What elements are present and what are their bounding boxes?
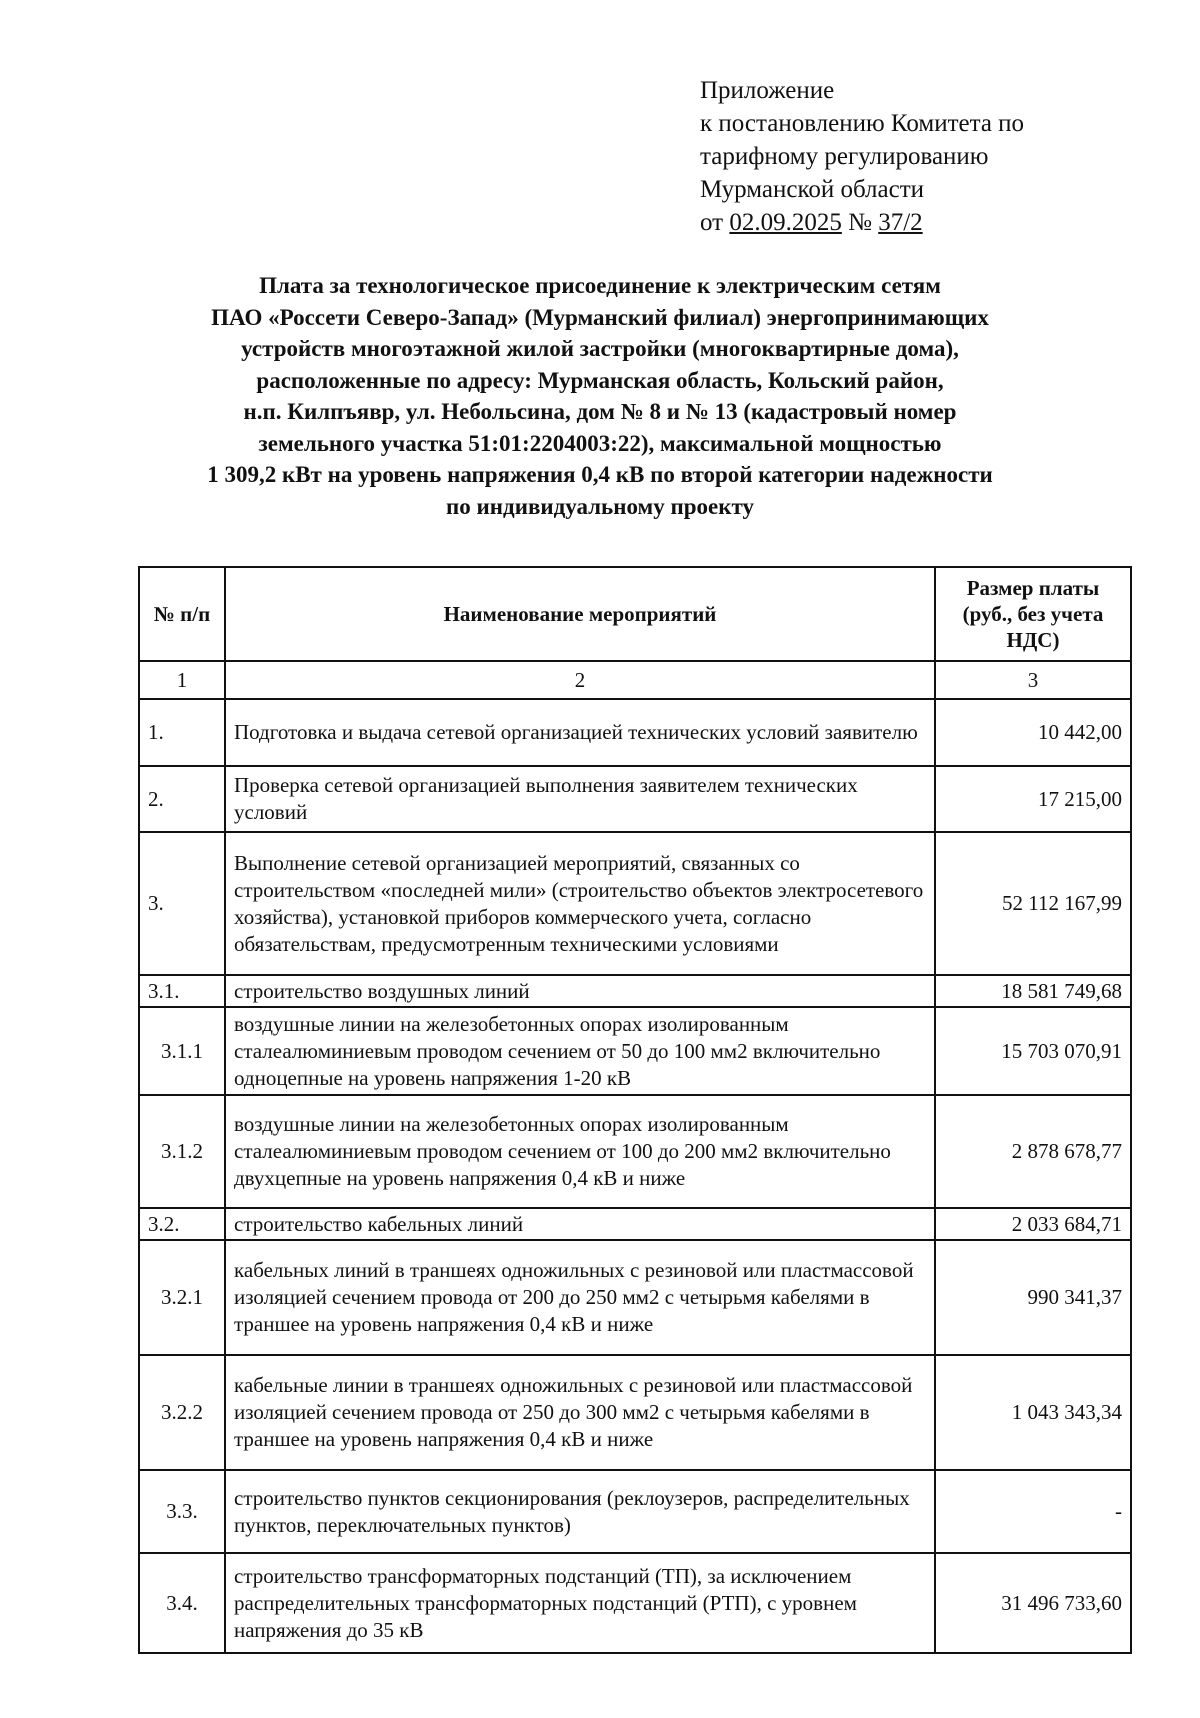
appendix-block: [700, 74, 1024, 239]
column-index: 2: [225, 661, 935, 699]
row-number: 3.3.: [139, 1470, 225, 1553]
table-row: [139, 699, 1131, 766]
row-name: кабельные линии в траншеях одножильных с резиновой или пластмассовой изоляцией сечением провода от 250 до 300 мм2 с четырьмя кабелями в траншее на уровень напряжения 0,4 кВ и ниже: [225, 1355, 935, 1470]
row-number: 3.2.1: [139, 1240, 225, 1355]
row-amount: 15 703 070,91: [935, 1007, 1131, 1095]
table-row: [139, 1553, 1131, 1653]
row-amount: 18 581 749,68: [935, 975, 1131, 1007]
title-line: земельного участка 51:01:2204003:22), максимальной мощностью: [258, 430, 942, 456]
row-amount: 10 442,00: [935, 699, 1131, 766]
date-prefix: от: [700, 209, 730, 236]
table-row: [139, 975, 1131, 1007]
row-amount: 1 043 343,34: [935, 1355, 1131, 1470]
title-line: расположенные по адресу: Мурманская область, Кольский район,: [256, 367, 944, 393]
row-name: Проверка сетевой организацией выполнения заявителем технических условий: [225, 766, 935, 832]
row-number: 1.: [139, 699, 225, 766]
title-line: устройств многоэтажной жилой застройки (многоквартирные дома),: [241, 336, 959, 361]
title-line: 1 309,2 кВт на уровень напряжения 0,4 кВ по второй категории надежности: [207, 462, 993, 487]
row-name: строительство пунктов секционирования (реклоузеров, распределительных пунктов, переключательных пунктов): [225, 1470, 935, 1553]
row-amount: 31 496 733,60: [935, 1553, 1131, 1653]
appendix-line: к постановлению Комитета по: [700, 110, 1025, 137]
row-number: 3.1.1: [139, 1007, 225, 1095]
row-number: 3.4.: [139, 1553, 225, 1653]
table-row: [139, 1007, 1131, 1095]
row-number: 3.2.: [139, 1208, 225, 1240]
column-index: 3: [935, 661, 1131, 699]
row-name: Выполнение сетевой организацией мероприятий, связанных со строительством «последней мили» (строительство объектов электросетевого хозяйства), установкой приборов коммерческого учета, согласно обязательствам, предусмотренным техническими условиями: [225, 832, 935, 975]
title-line: ПАО «Россети Северо-Запад» (Мурманский филиал) энергопринимающих: [211, 304, 989, 330]
row-name: Подготовка и выдача сетевой организацией технических условий заявителю: [225, 699, 935, 766]
row-number: 3.1.: [139, 975, 225, 1007]
row-number: 3.1.2: [139, 1095, 225, 1208]
row-name: кабельных линий в траншеях одножильных с резиновой или пластмассовой изоляцией сечением провода от 200 до 250 мм2 с четырьмя кабелями в траншее на уровень напряжения 0,4 кВ и ниже: [225, 1240, 935, 1355]
row-amount: 17 215,00: [935, 766, 1131, 832]
column-index-row: [139, 661, 1131, 699]
header-amount: Размер платы (руб., без учета НДС): [935, 567, 1131, 661]
row-name: воздушные линии на железобетонных опорах изолированным сталеалюминиевым проводом сечением от 100 до 200 мм2 включительно двухцепные на уровень напряжения 0,4 кВ и ниже: [225, 1095, 935, 1208]
table-row: [139, 1208, 1131, 1240]
row-amount: -: [935, 1470, 1131, 1553]
fees-table: [138, 566, 1132, 1654]
row-number: 3.: [139, 832, 225, 975]
row-number: 3.2.2: [139, 1355, 225, 1470]
header-name: Наименование мероприятий: [225, 567, 935, 661]
row-name: строительство трансформаторных подстанций (ТП), за исключением распределительных трансформаторных подстанций (РТП), с уровнем напряжения до 35 кВ: [225, 1553, 935, 1653]
row-number: 2.: [139, 766, 225, 832]
row-name: строительство кабельных линий: [225, 1208, 935, 1240]
row-amount: 2 878 678,77: [935, 1095, 1131, 1208]
row-name: строительство воздушных линий: [225, 975, 935, 1007]
row-amount: 990 341,37: [935, 1240, 1131, 1355]
row-amount: 52 112 167,99: [935, 832, 1131, 975]
appendix-line: Приложение: [700, 77, 835, 104]
column-index: 1: [139, 661, 225, 699]
table-header-row: [139, 567, 1131, 661]
table-row: [139, 1355, 1131, 1470]
table-row: [139, 766, 1131, 832]
resolution-date: 02.09.2025: [729, 209, 842, 236]
table-row: [139, 1095, 1131, 1208]
title-line: н.п. Килпъявр, ул. Небольсина, дом № 8 и № 13 (кадастровый номер: [243, 399, 957, 424]
table-row: [139, 832, 1131, 975]
row-name: воздушные линии на железобетонных опорах изолированным сталеалюминиевым проводом сечением от 50 до 100 мм2 включительно одноцепные на уровень напряжения 1-20 кВ: [225, 1007, 935, 1095]
table-row: [139, 1470, 1131, 1553]
table-row: [139, 1240, 1131, 1355]
title-line: Плата за технологическое присоединение к электрическим сетям: [259, 273, 941, 298]
resolution-number: 37/2: [878, 209, 923, 236]
appendix-line: Мурманской области: [700, 176, 925, 203]
title-line: по индивидуальному проекту: [446, 493, 754, 519]
row-amount: 2 033 684,71: [935, 1208, 1131, 1240]
document-title: [100, 270, 1100, 522]
header-num: № п/п: [139, 567, 225, 661]
appendix-line: тарифному регулированию: [700, 143, 989, 170]
appendix-date-line: [700, 206, 1024, 239]
number-prefix: №: [841, 209, 879, 236]
